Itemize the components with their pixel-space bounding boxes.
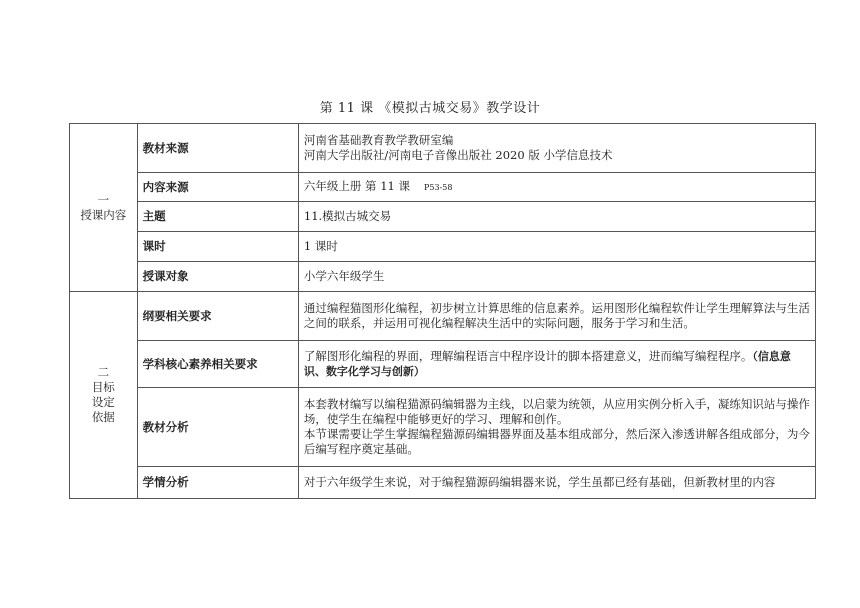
table-row [70, 202, 816, 232]
lesson-plan-table [69, 123, 816, 499]
section-number: 二 [97, 365, 110, 379]
table-row [70, 262, 816, 292]
row-label-outline-requirements: 纲要相关要求 [137, 292, 298, 341]
outline-requirements-value: 通过编程猫图形化编程，初步树立计算思维的信息素养。运用图形化编程软件让学生理解算法与生活之间的联系，并运用可视化编程解决生活中的实际问题，服务于学习和生活。 [298, 292, 815, 341]
content-source-value: 六年级上册 第 11 课 P53-58 [298, 173, 815, 202]
row-label-textbook-analysis: 教材分析 [137, 388, 298, 467]
topic-value: 11.模拟古城交易 [298, 202, 815, 232]
table-row [70, 124, 816, 173]
section-number: 一 [97, 192, 110, 207]
row-label-core-literacy: 学科核心素养相关要求 [137, 341, 298, 388]
document-title: 第 11 课 《模拟古城交易》教学设计 [319, 101, 541, 116]
core-literacy-value: 了解图形化编程的界面，理解编程语言中程序设计的脚本搭建意义，进而编写编程程序。（信息意识、数字化学习与创新） [298, 341, 815, 388]
table-row [70, 232, 816, 262]
table-row [70, 173, 816, 202]
class-hours-value: 1 课时 [298, 232, 815, 262]
row-label-textbook-source: 教材来源 [137, 124, 298, 173]
row-label-content-source: 内容来源 [137, 173, 298, 202]
table-row [70, 292, 816, 341]
learner-analysis-value: 对于六年级学生来说，对于编程猫源码编辑器来说，学生虽都已经有基础，但新教材里的内容 [298, 467, 815, 499]
section-goal-basis: 二 目标 设定 依据 [70, 292, 138, 499]
audience-value: 小学六年级学生 [298, 262, 815, 292]
section-teaching-content [70, 124, 138, 292]
row-label-topic: 主题 [137, 202, 298, 232]
table-row [70, 467, 816, 499]
textbook-analysis-value: 本套教材编写以编程猫源码编辑器为主线，以启蒙为统领，从应用实例分析入手，凝练知识站与操作场，使学生在编程中能够更好的学习、理解和创作。 本节课需要让学生掌握编程猫源码编辑器界面及基本组成部分，然后深入渗透讲解各组成部分，为今后编写程序奠定基础。 [298, 388, 815, 467]
row-label-class-hours: 课时 [137, 232, 298, 262]
textbook-source-value: 河南省基础教育教学教研室编 河南大学出版社/河南电子音像出版社 2020 版 小学信息技术 [298, 124, 815, 173]
section-name: 授课内容 [80, 207, 127, 222]
table-row [70, 388, 816, 467]
table-row [70, 341, 816, 388]
row-label-learner-analysis: 学情分析 [137, 467, 298, 499]
page-reference: P53-58 [424, 183, 453, 192]
row-label-audience: 授课对象 [137, 262, 298, 292]
